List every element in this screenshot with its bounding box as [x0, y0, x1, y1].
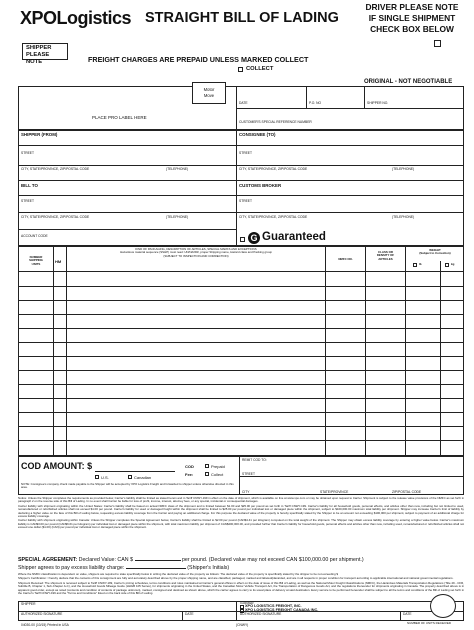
place-pro-label: PLACE PRO LABEL HERE [92, 115, 147, 120]
shipper-from-label: SHIPPER (FROM) [21, 132, 58, 137]
table-row [18, 398, 464, 399]
billto-street-label: STREET [21, 199, 35, 203]
kg-checkbox[interactable] [445, 263, 449, 267]
carrier-us-checkbox[interactable] [240, 605, 244, 609]
lb-checkbox[interactable] [413, 263, 417, 267]
consignee-street-label: STREET [239, 151, 253, 155]
guaranteed-checkbox[interactable] [240, 237, 245, 242]
page-title: STRAIGHT BILL OF LADING [145, 10, 339, 26]
collect-checkbox[interactable] [238, 67, 243, 72]
units-header-2: SHIPPING [29, 258, 43, 263]
table-row [18, 314, 464, 315]
ca-liability-text: Carrier liability with shipment originating within Canada: Unless the Shipper completes the Special Agreement below, Carrier's liability shall be limited to $2.00 per pound (CAN$4.41 per kilogram) computed on the total weight of the shipment. The Shipper may obtain excess liability coverage by entering a higher value below. Carrier's maximum liability is CAN$3.00 per pound (CAN$6.61 per kilogram) per individual lost or damaged piece within the shipment, with total maximum liability per shipment of CAN$200,000.00, and provided further that Carrier's liability for household goods, personal effects and articles other than new, including used, remanufactured or refurbished articles shall not exceed one dollar ($1.00) (CAN) per pound per individual lost or damaged piece within the shipment. [18, 518, 464, 530]
footer-shipper-label: SHIPPER [21, 602, 36, 606]
col-divider [365, 246, 366, 456]
class-col-header [366, 251, 405, 261]
broker-street-label: STREET [239, 199, 253, 203]
single-shipment-checkbox[interactable] [434, 40, 441, 47]
logo-logistics: Logistics [56, 8, 132, 28]
driver-note-line-2: IF SINGLE SHIPMENT [368, 13, 456, 23]
table-row [18, 370, 464, 371]
carrier-us-label: XPO LOGISTICS FREIGHT, INC. [245, 604, 302, 608]
nmfc-note-text: Where the NMFC classification is dependent on value, shippers are required to state specifically below in writing the declared value of the property as follows: The declared value of the property is specifically stated by the shipper to be not exceeding $ [18, 572, 339, 576]
guaranteed-g-icon: G [248, 232, 260, 244]
footer-divider [400, 611, 401, 621]
class-header-3: ARTICLES [378, 256, 393, 261]
lb-label: lb [419, 262, 422, 266]
shipper-please-note-badge [22, 43, 68, 65]
description-col-header [68, 248, 324, 258]
units-header-3: UNITS [31, 261, 41, 266]
col-divider [325, 246, 326, 456]
line [239, 476, 464, 477]
table-row [18, 384, 464, 385]
bill-to-label: BILL TO [21, 183, 38, 188]
freight-charges-notice: FREIGHT CHARGES ARE PREPAID UNLESS MARKED COLLECT [88, 55, 309, 64]
cod-amount-label: COD AMOUNT: $ [21, 461, 93, 471]
footer-carrier-label: CARRIER [240, 601, 254, 605]
top-col-1 [306, 86, 307, 109]
consignee-to-label: CONSIGNEE (TO) [239, 132, 276, 137]
table-row [18, 300, 464, 301]
table-row [18, 286, 464, 287]
line [18, 212, 464, 213]
footer-divider [182, 611, 183, 621]
remit-city-label: CITY [242, 490, 250, 494]
shipper-city-label: CITY, STATE/PROVINCE, ZIP/POSTAL CODE [21, 167, 90, 171]
shipper-agrees-label: Shipper agrees to pay excess liability charge: [18, 565, 125, 571]
units-received-label: NUMBER OF UNITS RECEIVED [407, 621, 452, 625]
line [18, 145, 464, 146]
top-col-2 [364, 86, 365, 109]
remit-street-label: STREET [242, 472, 256, 476]
notice-text: Notice: Unless the Shipper completes the requirements as provided below, Carrier's liability shall be limited as stated herein and in Tariff CNWY-199 in effect on the date of shipment, which is available on line at www.xpo.com or may be obtained upon request to Carrier. Shipment is subject to the release value provisions of the NMFC as set forth in paragraph 2 on the reverse side of this Bill of Lading. In no event shall Carrier be liable for loss of profit, income, interest, attorney fees, or any special, incidental or consequential damages. [18, 496, 464, 504]
legal-section [18, 497, 464, 530]
footer-date-2-label: DATE [403, 612, 412, 616]
line [18, 195, 464, 196]
declared-value-label: Declared Value: CAN $ [78, 557, 134, 563]
table-row [18, 328, 464, 329]
special-agreement-row [18, 557, 364, 563]
original-label: ORIGINAL - NOT NEGOTIABLE [364, 79, 453, 85]
date-field-label: DATE [239, 101, 248, 105]
logo [20, 9, 131, 27]
shipper-agrees-row [18, 565, 229, 571]
shippers-initials-label: (Shipper's Initials) [187, 565, 230, 571]
carrier-ca-label: XPO LOGISTICS FREIGHT CANADA INC. [245, 608, 319, 612]
cod-prepaid-label: Prepaid [211, 464, 225, 469]
line [18, 229, 236, 230]
line [18, 180, 464, 181]
units-col-header [19, 256, 53, 266]
units-header-1: NUMBER [29, 255, 43, 259]
weight-col-header [406, 249, 464, 256]
col-divider [53, 246, 54, 456]
billto-telephone-label: (TELEPHONE) [166, 215, 189, 219]
form-number: 04030-00 (10/15) Printed in USA [21, 623, 69, 627]
remit-state-label: STATE/PROVINCE [320, 490, 349, 494]
legal-section-2 [18, 573, 464, 595]
hm-col-header: HM [55, 259, 62, 264]
po-field-label: P.O. NO [309, 101, 322, 105]
units-received-circle[interactable] [430, 594, 456, 618]
desc-header-2: Hazardous material sequence (SSHP) must read: UN/NA/ID#, proper Shipping name, Hazard class and Packing group [120, 250, 272, 255]
cod-canadian-checkbox[interactable] [128, 475, 132, 479]
motor-move-box [192, 82, 226, 104]
col-divider [66, 246, 67, 456]
cnwy-label: (CNWY) [236, 623, 249, 627]
table-row [18, 342, 464, 343]
driver-note [358, 2, 466, 35]
shipper-telephone-label: (TELEPHONE) [166, 167, 189, 171]
driver-note-line-3: CHECK BOX BELOW [370, 24, 454, 34]
special-agreement-label: SPECIAL AGREEMENT: [18, 557, 78, 563]
shipper-note-line-1: SHIPPER [26, 45, 52, 51]
table-row [18, 440, 464, 441]
driver-note-line-1: DRIVER PLEASE NOTE [365, 2, 459, 12]
account-code-label: ACCOUNT CODE [21, 234, 48, 238]
certification-text: Shipper's Certification: I hereby declare that the contents of this consignment are fully and accurately described above by the proper shipping name, and are classified, packaged, marked and labeled/placarded, and are in all respects in proper condition for transport according to applicable international and national governmental regulations. [18, 576, 454, 581]
weight-header-1: WEIGHT [429, 248, 441, 252]
collect-label: COLLECT [246, 66, 274, 72]
cod-collect-label: Collect [211, 472, 224, 477]
nmfc-col-header: NMFC NO. [338, 257, 353, 261]
desc-header-1: KIND OF PACKAGING, DESCRIPTION OF ARTICLES, SPECIAL MARKS AND EXCEPTIONS [135, 247, 257, 251]
cod-prepaid-checkbox[interactable] [205, 464, 209, 468]
col-divider [405, 246, 406, 456]
remit-cod-label: REMIT COD TO: [242, 458, 267, 462]
cod-note: NOTE: Consignee's company check made payable to the Shipper will be accepted by XPO Logistics Freight and forwarded to shipper unless otherwise directed in this area. [21, 482, 234, 490]
initials-line[interactable] [126, 568, 186, 569]
cod-us-label: U.S. [101, 475, 109, 480]
declared-value-line[interactable] [135, 560, 181, 561]
cod-amount-line [95, 471, 175, 472]
table-row [18, 426, 464, 427]
parties-center-divider [236, 130, 237, 246]
consignee-city-label: CITY, STATE/PROVINCE, ZIP/POSTAL CODE [239, 167, 308, 171]
top-row-divider [236, 86, 464, 109]
fee-label: Fee: [185, 472, 194, 477]
us-liability-text: Carrier liability with shipment originating within the United States: Carrier's liability shall be based on actual NMFC class of the shipment and is limited between $1.00 and $25.00 per pound as set forth in Tariff CNWY-199. Carrier's liability for all household goods, personal effects, and articles other than new, including but not limited to used, remanufactured or refurbished articles shall not exceed $1.00 per pound. Carrier's liability for used or damaged freight within the shipment shall be limited to $25.00 per pound per individual lost or damaged piece within the shipment, subject to $100,000.00 maximum total liability per shipment. Shipper may increase Carrier's limit of liability by declaring a higher value on the face of this Bill of Lading below, requesting excess liability coverage from the Carrier and paying an additional charge. For this purpose the declared value of the property is hereby specifically stated by the Shipper to be an amount not exceeding $100,000 per shipment, subject to payment of an additional charge for excess liability coverage. [18, 503, 464, 519]
shipper-no-field-label: SHIPPER NO. [367, 101, 389, 105]
remit-zip-label: ZIP/POSTAL CODE [392, 490, 422, 494]
broker-city-label: CITY, STATE/PROVINCE, ZIP/POSTAL CODE [239, 215, 308, 219]
guaranteed-label: Guaranteed [262, 231, 326, 243]
customer-ref-label: CUSTOMER'S SPECIAL REFERENCE NUMBER [239, 120, 312, 124]
motor-move-line-1: Motor [203, 87, 215, 92]
motor-move-line-2: Move [203, 92, 215, 98]
shipper-note-line-2: PLEASE NOTE [26, 52, 50, 65]
line [18, 165, 464, 166]
footer-auth-sig-label: AUTHORIZED SIGNATURE [21, 612, 63, 616]
desc-header-3: (SUBJECT TO INSPECTION AND CORRECTION) [163, 253, 229, 258]
freight-table [18, 246, 464, 456]
customs-broker-label: CUSTOMS BROKER [239, 183, 282, 188]
consignee-telephone-label: (TELEPHONE) [392, 167, 415, 171]
cod-canadian-label: Canadian [134, 475, 152, 480]
logo-xpo: XPO [20, 8, 57, 28]
class-header-1: CLASS OR [378, 250, 393, 254]
cod-collect-checkbox[interactable] [205, 472, 209, 476]
broker-telephone-label: (TELEPHONE) [392, 215, 415, 219]
kg-label: kg [451, 262, 455, 266]
footer-date-label: DATE [185, 612, 194, 616]
cod-us-checkbox[interactable] [95, 475, 99, 479]
table-row [18, 412, 464, 413]
table-row [18, 356, 464, 357]
billto-city-label: CITY, STATE/PROVINCE, ZIP/POSTAL CODE [21, 215, 90, 219]
cod-fee-label: COD [185, 464, 194, 469]
footer-auth-sig-2-label: AUTHORIZED SIGNATURE [240, 612, 282, 616]
shipment-received-text: Shipment Received: The shipment is received subject to Tariff CNWY-199, Carrier's pricing schedules, terms conditions and rules maintained at Carrier's general offices in effect on the date of issue of this Bill of Lading, as well as the National Motor Freight Classifications (NMFC), the Hazardous Materials Transportation Regulations (Title 49 - CFR, Subtitle B, Chapter 1, Sub-Chapter A-C), and the Household Goods Mileage Guide (HHGB 105 Series), for shipments originating in the United States, and the Canadian Motor Vehicle Transport Act, the Transportation of Dangerous Goods Act, and the regulations thereunder for shipments originating in Canada. The property described above is in apparent good order, except as noted (contents and condition of contents of package unknown), marked, consigned and destined as shown above, which the carrier agrees to carry to its usual place of delivery at said destination. Every service to be performed hereunder shall be subject to all the terms and conditions of the Bill of Lading set forth in the Carrier's Tariff CNWY-199 and the "Terms and Conditions" listed on the back side of this Bill of Lading. [18, 580, 464, 596]
shipper-street-label: STREET [21, 151, 35, 155]
class-header-2: DENSITY OF [376, 253, 395, 258]
per-pound-label: per pound. (Declared value may not exceed CAN $100,000.00 per shipment.) [181, 557, 364, 563]
weight-header-2: (Subject to Correction) [419, 251, 451, 256]
